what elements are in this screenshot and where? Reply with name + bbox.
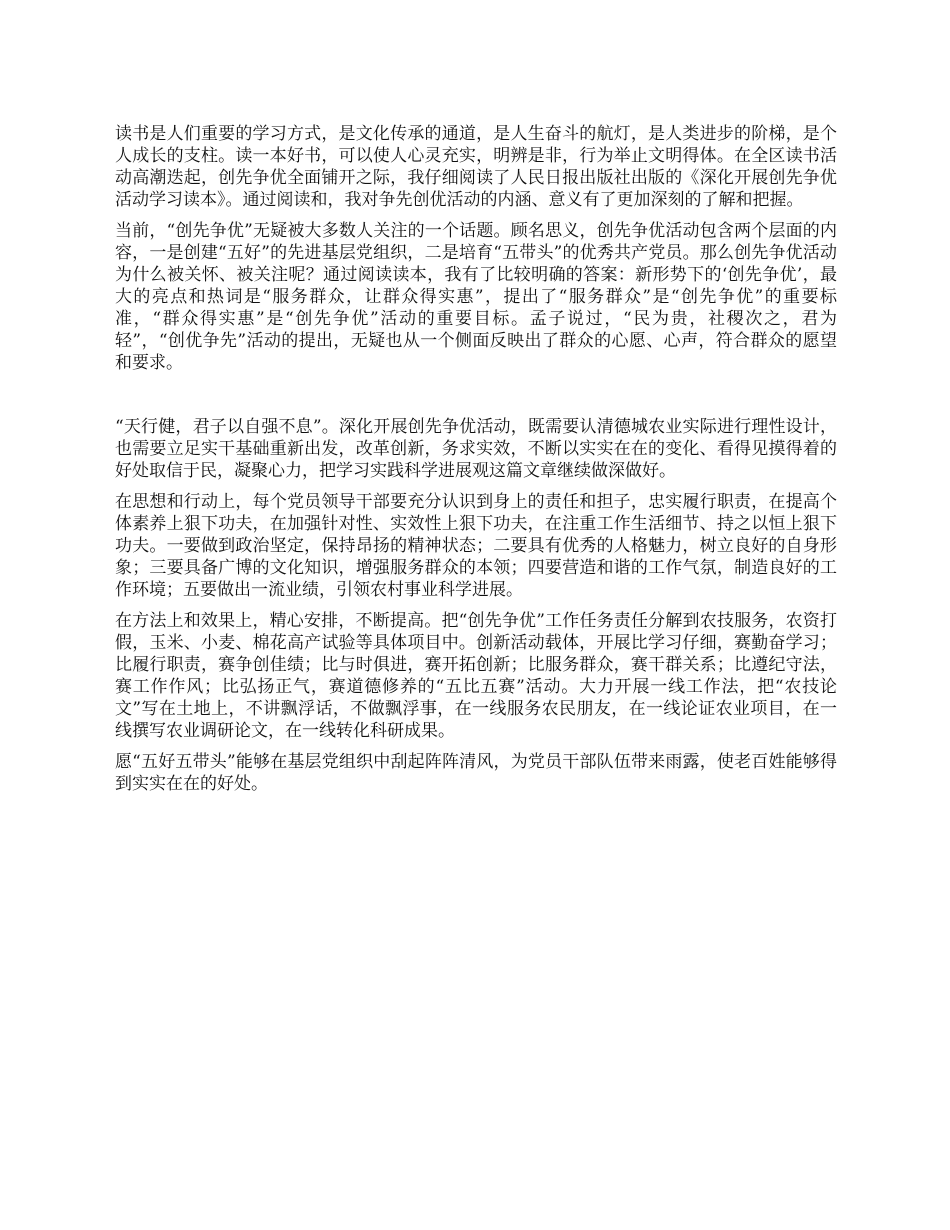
paragraph-3: “天行健，君子以自强不息”。深化开展创先争优活动，既需要认清德城农业实际进行理性设计，也需要立足实干基础重新出发，改革创新，务求实效，不断以实实在在的变化、看得见摸得着的好处取信于民，凝聚心力，把学习实践科学进展观这篇文章继续做深做好。 [115, 417, 837, 481]
paragraph-6: 愿“五好五带头”能够在基层党组织中刮起阵阵清风，为党员干部队伍带来雨露，使老百姓能够得到实实在在的好处。 [115, 752, 837, 794]
paragraph-5: 在方法上和效果上，精心安排，不断提高。把“创先争优”工作任务责任分解到农技服务，农资打假，玉米、小麦、棉花高产试验等具体项目中。创新活动载体，开展比学习仔细，赛勤奋学习；比履行职责，赛争创佳绩；比与时俱进，赛开拓创新；比服务群众，赛干群关系；比遵纪守法，赛工作作风；比弘扬正气，赛道德修养的“五比五赛”活动。大力开展一线工作法，把“农技论文”写在土地上，不讲飘浮话，不做飘浮事，在一线服务农民朋友，在一线论证农业项目，在一线撰写农业调研论文，在一线转化科研成果。 [115, 611, 837, 741]
document-page [115, 123, 837, 804]
paragraph-1: 读书是人们重要的学习方式，是文化传承的通道，是人生奋斗的航灯，是人类进步的阶梯，是个人成长的支柱。读一本好书，可以使人心灵充实，明辨是非，行为举止文明得体。在全区读书活动高潮迭起，创先争优全面铺开之际，我仔细阅读了人民日报出版社出版的《深化开展创先争优活动学习读本》。通过阅读和，我对争先创优活动的内涵、意义有了更加深刻的了解和把握。 [115, 124, 837, 210]
paragraph-2: 当前，“创先争优”无疑被大多数人关注的一个话题。顾名思义，创先争优活动包含两个层面的内容，一是创建“五好”的先进基层党组织，二是培育“五带头”的优秀共产党员。那么创先争优活动为什么被关怀、被关注呢？通过阅读读本，我有了比较明确的答案：新形势下的‘创先争优’，最大的亮点和热词是“服务群众，让群众得实惠”，提出了“服务群众”是“创先争优”的重要标准，“群众得实惠”是“创先争优”活动的重要目标。孟子说过，“民为贵，社稷次之，君为轻”，“创优争先”活动的提出，无疑也从一个侧面反映出了群众的心愿、心声，符合群众的愿望和要求。 [115, 221, 837, 373]
paragraph-4: 在思想和行动上，每个党员领导干部要充分认识到身上的责任和担子，忠实履行职责，在提高个体素养上狠下功夫，在加强针对性、实效性上狠下功夫，在注重工作生活细节、持之以恒上狠下功夫。一要做到政治坚定，保持昂扬的精神状态；二要具有优秀的人格魅力，树立良好的自身形象；三要具备广博的文化知识，增强服务群众的本领；四要营造和谐的工作气氛，制造良好的工作环境；五要做出一流业绩，引领农村事业科学进展。 [115, 492, 837, 600]
